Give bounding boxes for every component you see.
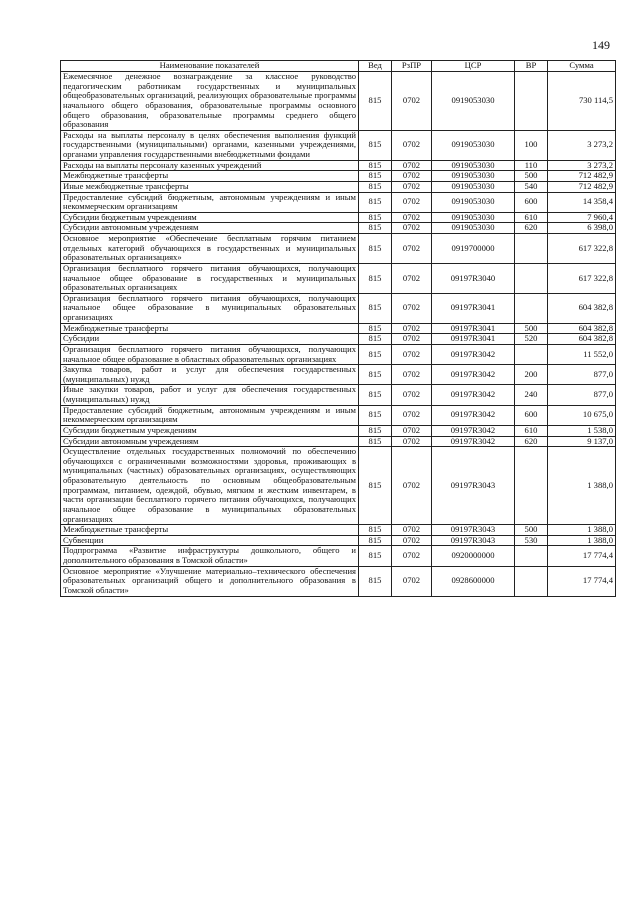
cell-csr: 09197R3042 bbox=[432, 436, 515, 447]
table-row bbox=[61, 535, 616, 546]
table-body bbox=[61, 72, 616, 597]
cell-ved: 815 bbox=[359, 425, 392, 436]
cell-vr: 600 bbox=[515, 192, 548, 212]
cell-sum: 877,0 bbox=[548, 385, 616, 405]
cell-rzpr: 0702 bbox=[392, 365, 432, 385]
cell-vr: 530 bbox=[515, 535, 548, 546]
cell-vr bbox=[515, 72, 548, 131]
table-row bbox=[61, 365, 616, 385]
cell-vr: 500 bbox=[515, 171, 548, 182]
cell-csr: 0919053030 bbox=[432, 171, 515, 182]
cell-sum: 3 273,2 bbox=[548, 160, 616, 171]
cell-csr: 09197R3043 bbox=[432, 525, 515, 536]
table-row bbox=[61, 293, 616, 323]
cell-vr: 110 bbox=[515, 160, 548, 171]
cell-vr: 520 bbox=[515, 334, 548, 345]
cell-rzpr: 0702 bbox=[392, 385, 432, 405]
cell-csr: 09197R3043 bbox=[432, 447, 515, 525]
cell-sum: 604 382,8 bbox=[548, 334, 616, 345]
cell-sum: 712 482,9 bbox=[548, 171, 616, 182]
cell-sum: 617 322,8 bbox=[548, 234, 616, 264]
cell-csr: 0919700000 bbox=[432, 234, 515, 264]
table-row bbox=[61, 323, 616, 334]
cell-sum: 1 538,0 bbox=[548, 425, 616, 436]
cell-sum: 14 358,4 bbox=[548, 192, 616, 212]
cell-rzpr: 0702 bbox=[392, 546, 432, 566]
cell-csr: 0919053030 bbox=[432, 130, 515, 160]
cell-rzpr: 0702 bbox=[392, 334, 432, 345]
cell-vr bbox=[515, 566, 548, 596]
cell-sum: 604 382,8 bbox=[548, 293, 616, 323]
cell-ved: 815 bbox=[359, 234, 392, 264]
table-row bbox=[61, 130, 616, 160]
cell-name: Организация бесплатного горячего питания обучающихся, получающих начальное общее образование в государственных и муниципальных образовательных организациях bbox=[61, 263, 359, 293]
cell-rzpr: 0702 bbox=[392, 223, 432, 234]
table-row bbox=[61, 566, 616, 596]
table-row bbox=[61, 234, 616, 264]
cell-name: Субсидии автономным учреждениям bbox=[61, 436, 359, 447]
cell-rzpr: 0702 bbox=[392, 212, 432, 223]
cell-rzpr: 0702 bbox=[392, 535, 432, 546]
cell-csr: 0919053030 bbox=[432, 212, 515, 223]
cell-ved: 815 bbox=[359, 160, 392, 171]
cell-name: Ежемесячное денежное вознаграждение за классное руководство педагогическим работникам государственных и муниципальных общеобразовательных организаций, реализующих образовательные программы начального общего образования, образовательные программы основного общего образования, образовательные программы среднего общего образования bbox=[61, 72, 359, 131]
table-row bbox=[61, 447, 616, 525]
cell-ved: 815 bbox=[359, 263, 392, 293]
cell-vr bbox=[515, 447, 548, 525]
cell-rzpr: 0702 bbox=[392, 160, 432, 171]
table-row bbox=[61, 436, 616, 447]
cell-sum: 1 388,0 bbox=[548, 447, 616, 525]
cell-csr: 0919053030 bbox=[432, 160, 515, 171]
cell-sum: 7 960,4 bbox=[548, 212, 616, 223]
cell-sum: 3 273,2 bbox=[548, 130, 616, 160]
cell-csr: 09197R3042 bbox=[432, 425, 515, 436]
cell-ved: 815 bbox=[359, 546, 392, 566]
cell-rzpr: 0702 bbox=[392, 425, 432, 436]
cell-sum: 17 774,4 bbox=[548, 566, 616, 596]
cell-csr: 0928600000 bbox=[432, 566, 515, 596]
cell-name: Субсидии бюджетным учреждениям bbox=[61, 212, 359, 223]
table-row bbox=[61, 171, 616, 182]
cell-sum: 11 552,0 bbox=[548, 344, 616, 364]
table-row bbox=[61, 344, 616, 364]
budget-table bbox=[60, 60, 616, 597]
cell-csr: 0919053030 bbox=[432, 192, 515, 212]
table-row bbox=[61, 525, 616, 536]
cell-sum: 617 322,8 bbox=[548, 263, 616, 293]
cell-name: Межбюджетные трансферты bbox=[61, 323, 359, 334]
cell-name: Межбюджетные трансферты bbox=[61, 525, 359, 536]
table-row bbox=[61, 160, 616, 171]
cell-name: Осуществление отдельных государственных полномочий по обеспечению обучающихся с ограниченными возможностями здоровья, проживающих в муниципальных (частных) образовательных организациях, осуществляющих образовательную деятельность по основным общеобразовательным программам, питанием, одеждой, обувью, мягким и жестким инвентарем, в части организации бесплатного горячего питания обучающихся, получающих начальное общее образование в муниципальных образовательных организациях bbox=[61, 447, 359, 525]
cell-ved: 815 bbox=[359, 223, 392, 234]
cell-vr: 540 bbox=[515, 181, 548, 192]
cell-rzpr: 0702 bbox=[392, 323, 432, 334]
cell-rzpr: 0702 bbox=[392, 234, 432, 264]
cell-csr: 0919053030 bbox=[432, 181, 515, 192]
cell-rzpr: 0702 bbox=[392, 436, 432, 447]
cell-name: Расходы на выплаты персоналу казенных учреждений bbox=[61, 160, 359, 171]
cell-name: Межбюджетные трансферты bbox=[61, 171, 359, 182]
cell-csr: 0919053030 bbox=[432, 223, 515, 234]
cell-sum: 1 388,0 bbox=[548, 525, 616, 536]
cell-vr: 200 bbox=[515, 365, 548, 385]
cell-vr: 500 bbox=[515, 323, 548, 334]
cell-name: Субсидии автономным учреждениям bbox=[61, 223, 359, 234]
cell-ved: 815 bbox=[359, 365, 392, 385]
cell-vr: 620 bbox=[515, 223, 548, 234]
cell-ved: 815 bbox=[359, 130, 392, 160]
table-row bbox=[61, 425, 616, 436]
cell-sum: 17 774,4 bbox=[548, 546, 616, 566]
cell-ved: 815 bbox=[359, 72, 392, 131]
cell-rzpr: 0702 bbox=[392, 263, 432, 293]
cell-sum: 9 137,0 bbox=[548, 436, 616, 447]
cell-rzpr: 0702 bbox=[392, 344, 432, 364]
table-row bbox=[61, 334, 616, 345]
header-name: Наименование показателей bbox=[61, 61, 359, 72]
cell-csr: 09197R3042 bbox=[432, 344, 515, 364]
cell-vr: 500 bbox=[515, 525, 548, 536]
header-csr: ЦСР bbox=[432, 61, 515, 72]
cell-name: Предоставление субсидий бюджетным, автономным учреждениям и иным некоммерческим организациям bbox=[61, 192, 359, 212]
table-row bbox=[61, 263, 616, 293]
table-row bbox=[61, 405, 616, 425]
table-row bbox=[61, 223, 616, 234]
cell-rzpr: 0702 bbox=[392, 181, 432, 192]
cell-rzpr: 0702 bbox=[392, 293, 432, 323]
cell-vr bbox=[515, 234, 548, 264]
cell-ved: 815 bbox=[359, 447, 392, 525]
cell-vr: 240 bbox=[515, 385, 548, 405]
page-number: 149 bbox=[592, 38, 610, 52]
cell-ved: 815 bbox=[359, 405, 392, 425]
cell-name: Иные закупки товаров, работ и услуг для обеспечения государственных (муниципальных) нужд bbox=[61, 385, 359, 405]
cell-vr bbox=[515, 546, 548, 566]
cell-name: Организация бесплатного горячего питания обучающихся, получающих начальное общее образование в областных образовательных организациях bbox=[61, 344, 359, 364]
cell-csr: 09197R3042 bbox=[432, 385, 515, 405]
cell-csr: 09197R3041 bbox=[432, 293, 515, 323]
cell-csr: 09197R3042 bbox=[432, 405, 515, 425]
cell-rzpr: 0702 bbox=[392, 130, 432, 160]
cell-ved: 815 bbox=[359, 192, 392, 212]
cell-vr bbox=[515, 263, 548, 293]
cell-vr: 610 bbox=[515, 425, 548, 436]
cell-name: Основное мероприятие «Обеспечение бесплатным горячим питанием отдельных категорий обучающихся в государственных и муниципальных образовательных организациях» bbox=[61, 234, 359, 264]
cell-ved: 815 bbox=[359, 293, 392, 323]
cell-sum: 877,0 bbox=[548, 365, 616, 385]
cell-ved: 815 bbox=[359, 385, 392, 405]
table-row bbox=[61, 212, 616, 223]
cell-vr: 610 bbox=[515, 212, 548, 223]
cell-rzpr: 0702 bbox=[392, 525, 432, 536]
cell-rzpr: 0702 bbox=[392, 447, 432, 525]
cell-csr: 0920000000 bbox=[432, 546, 515, 566]
cell-ved: 815 bbox=[359, 566, 392, 596]
cell-name: Основное мероприятие «Улучшение материально–технического обеспечения образовательных организаций общего и дополнительного образования в Томской области» bbox=[61, 566, 359, 596]
cell-ved: 815 bbox=[359, 344, 392, 364]
cell-vr: 600 bbox=[515, 405, 548, 425]
cell-csr: 09197R3041 bbox=[432, 323, 515, 334]
cell-name: Предоставление субсидий бюджетным, автономным учреждениям и иным некоммерческим организациям bbox=[61, 405, 359, 425]
cell-sum: 604 382,8 bbox=[548, 323, 616, 334]
cell-rzpr: 0702 bbox=[392, 171, 432, 182]
cell-name: Субсидии бюджетным учреждениям bbox=[61, 425, 359, 436]
cell-ved: 815 bbox=[359, 181, 392, 192]
cell-ved: 815 bbox=[359, 171, 392, 182]
cell-vr bbox=[515, 344, 548, 364]
table-row bbox=[61, 546, 616, 566]
cell-csr: 09197R3040 bbox=[432, 263, 515, 293]
cell-vr bbox=[515, 293, 548, 323]
cell-ved: 815 bbox=[359, 525, 392, 536]
header-ved: Вед bbox=[359, 61, 392, 72]
cell-name: Иные межбюджетные трансферты bbox=[61, 181, 359, 192]
cell-vr: 100 bbox=[515, 130, 548, 160]
cell-csr: 09197R3042 bbox=[432, 365, 515, 385]
cell-name: Подпрограмма «Развитие инфраструктуры дошкольного, общего и дополнительного образования в Томской области» bbox=[61, 546, 359, 566]
cell-ved: 815 bbox=[359, 334, 392, 345]
cell-sum: 730 114,5 bbox=[548, 72, 616, 131]
cell-rzpr: 0702 bbox=[392, 72, 432, 131]
cell-name: Закупка товаров, работ и услуг для обеспечения государственных (муниципальных) нужд bbox=[61, 365, 359, 385]
header-vr: ВР bbox=[515, 61, 548, 72]
cell-sum: 712 482,9 bbox=[548, 181, 616, 192]
table-header-row bbox=[61, 61, 616, 72]
cell-ved: 815 bbox=[359, 212, 392, 223]
cell-vr: 620 bbox=[515, 436, 548, 447]
cell-name: Организация бесплатного горячего питания обучающихся, получающих начальное общее образование в муниципальных образовательных организациях bbox=[61, 293, 359, 323]
cell-ved: 815 bbox=[359, 436, 392, 447]
header-sum: Сумма bbox=[548, 61, 616, 72]
cell-sum: 10 675,0 bbox=[548, 405, 616, 425]
cell-csr: 0919053030 bbox=[432, 72, 515, 131]
cell-name: Субсидии bbox=[61, 334, 359, 345]
cell-name: Расходы на выплаты персоналу в целях обеспечения выполнения функций государственными (муниципальными) органами, казенными учреждениями, органами управления государственными внебюджетными фондами bbox=[61, 130, 359, 160]
cell-sum: 6 398,0 bbox=[548, 223, 616, 234]
table-row bbox=[61, 385, 616, 405]
cell-rzpr: 0702 bbox=[392, 405, 432, 425]
cell-csr: 09197R3043 bbox=[432, 535, 515, 546]
table-row bbox=[61, 181, 616, 192]
header-rzpr: РзПР bbox=[392, 61, 432, 72]
table-row bbox=[61, 72, 616, 131]
cell-rzpr: 0702 bbox=[392, 566, 432, 596]
cell-sum: 1 388,0 bbox=[548, 535, 616, 546]
cell-name: Субвенции bbox=[61, 535, 359, 546]
table-row bbox=[61, 192, 616, 212]
cell-ved: 815 bbox=[359, 323, 392, 334]
cell-rzpr: 0702 bbox=[392, 192, 432, 212]
cell-ved: 815 bbox=[359, 535, 392, 546]
cell-csr: 09197R3041 bbox=[432, 334, 515, 345]
